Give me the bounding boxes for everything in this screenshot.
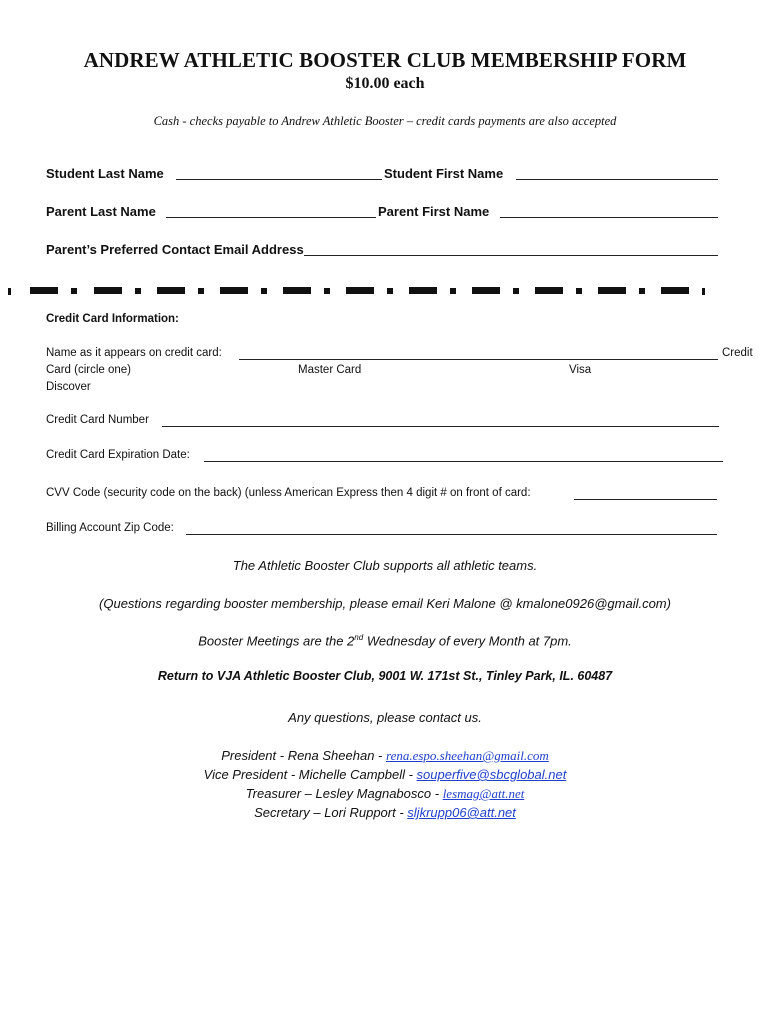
return-address: Return to VJA Athletic Booster Club, 9001 W. 171st St., Tinley Park, IL. 60487 xyxy=(157,669,613,683)
meetings-text-pre: Booster Meetings are the 2 xyxy=(198,633,355,649)
payment-note: Cash - checks payable to Andrew Athletic Booster – credit cards payments are also accepted xyxy=(153,114,617,128)
card-type-label: Card (circle one) xyxy=(46,364,131,376)
card-number-label: Credit Card Number xyxy=(46,414,149,426)
parent-last-name-field[interactable] xyxy=(166,217,376,218)
contact-role: Vice President - Michelle Campbell - xyxy=(203,767,417,782)
parent-first-name-field[interactable] xyxy=(500,217,718,218)
contact-vice-president xyxy=(0,765,770,784)
contact-email-link[interactable]: sljkrupp06@att.net xyxy=(407,805,516,820)
card-type-discover[interactable]: Discover xyxy=(46,381,91,393)
credit-card-heading: Credit Card Information: xyxy=(46,313,179,325)
expiration-label: Credit Card Expiration Date: xyxy=(46,449,190,461)
contact-treasurer xyxy=(0,784,770,803)
contact-email-link[interactable]: lesmag@att.net xyxy=(442,786,525,801)
contact-secretary xyxy=(0,803,770,822)
parent-last-name-label: Parent Last Name xyxy=(46,204,156,219)
cut-line-divider xyxy=(8,282,718,298)
credit-word: Credit xyxy=(722,347,753,359)
zip-label: Billing Account Zip Code: xyxy=(46,522,174,534)
membership-price: $10.00 each xyxy=(345,75,425,92)
student-last-name-label: Student Last Name xyxy=(46,166,164,181)
questions-text: (Questions regarding booster membership, please email Keri Malone @ kmalone0926@gmail.com) xyxy=(99,596,671,611)
contact-email-link[interactable]: rena.espo.sheehan@gmail.com xyxy=(386,748,549,763)
meetings-text-post: Wednesday of every Month at 7pm. xyxy=(363,633,572,649)
card-type-master-card[interactable]: Master Card xyxy=(298,364,362,376)
name-on-card-label: Name as it appears on credit card: xyxy=(46,347,222,359)
contact-president xyxy=(0,746,770,765)
expiration-field[interactable] xyxy=(204,461,723,462)
cvv-label: CVV Code (security code on the back) (unless American Express then 4 digit # on front of card: xyxy=(46,487,531,499)
contact-role: President - Rena Sheehan - xyxy=(221,748,386,763)
zip-field[interactable] xyxy=(186,534,717,535)
meetings-text xyxy=(0,633,770,648)
supports-text: The Athletic Booster Club supports all athletic teams. xyxy=(232,558,538,573)
contact-role: Secretary – Lori Rupport - xyxy=(254,805,408,820)
any-questions-text: Any questions, please contact us. xyxy=(288,710,482,725)
parent-email-label: Parent’s Preferred Contact Email Address xyxy=(46,242,304,257)
cvv-field[interactable] xyxy=(574,499,717,500)
contact-role: Treasurer – Lesley Magnabosco - xyxy=(245,786,443,801)
student-first-name-label: Student First Name xyxy=(384,166,504,181)
parent-first-name-label: Parent First Name xyxy=(378,204,490,219)
name-on-card-field[interactable] xyxy=(239,359,718,360)
student-last-name-field[interactable] xyxy=(176,179,382,180)
student-first-name-field[interactable] xyxy=(516,179,718,180)
card-number-field[interactable] xyxy=(162,426,719,427)
contact-email-link[interactable]: souperfive@sbcglobal.net xyxy=(416,767,567,782)
meetings-text-sup: nd xyxy=(354,633,364,642)
card-type-visa[interactable]: Visa xyxy=(569,364,592,376)
parent-email-field[interactable] xyxy=(304,255,718,256)
form-title: ANDREW ATHLETIC BOOSTER CLUB MEMBERSHIP FORM xyxy=(83,48,687,72)
